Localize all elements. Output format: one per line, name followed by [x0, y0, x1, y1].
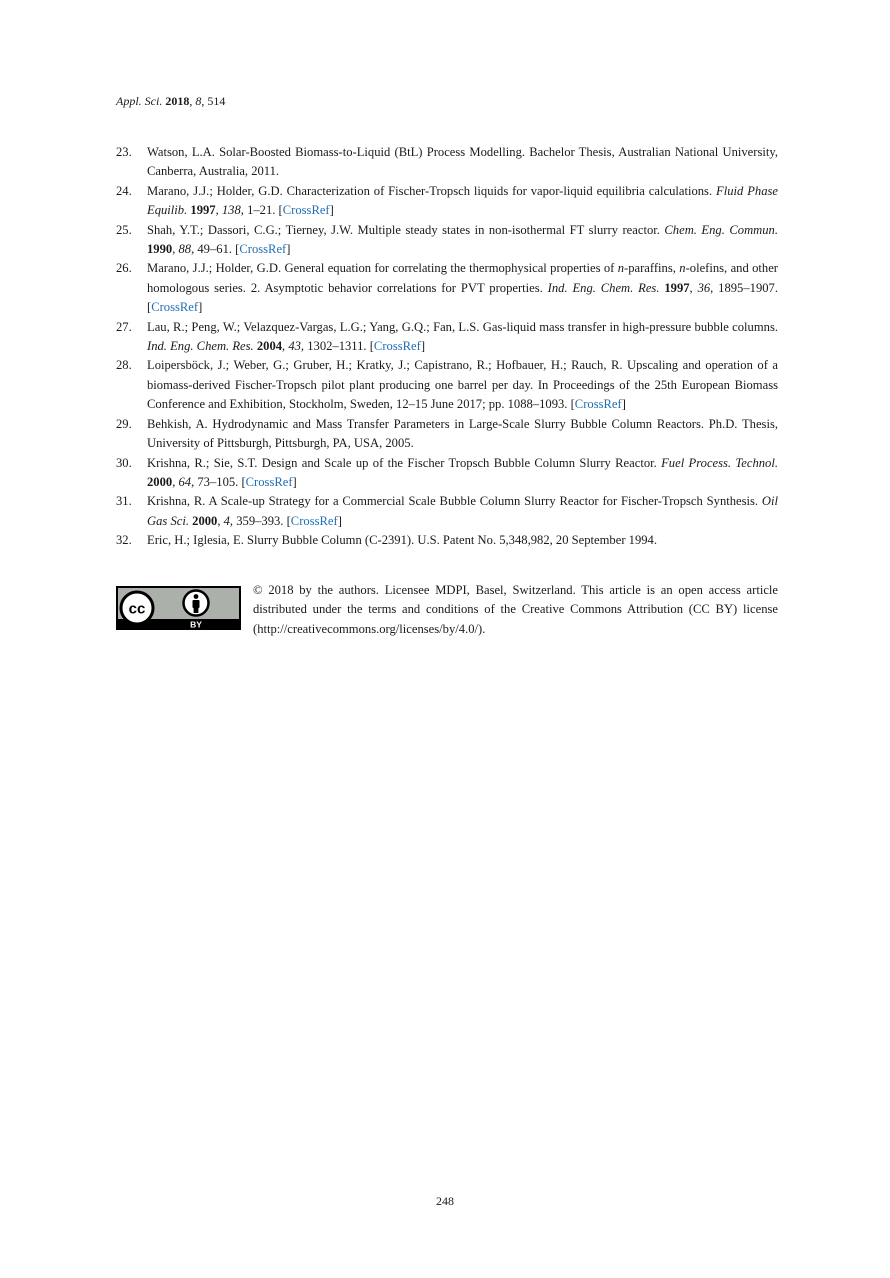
reference-segment: , 73–105. [ — [191, 474, 246, 489]
reference-text — [147, 320, 778, 353]
reference-item — [116, 454, 778, 493]
reference-segment: , — [689, 280, 698, 295]
reference-segment: , — [215, 203, 222, 218]
reference-segment: ] — [337, 513, 342, 528]
reference-italic: Ind. Eng. Chem. Res. — [547, 280, 660, 295]
crossref-link[interactable]: CrossRef — [151, 300, 199, 315]
reference-text — [147, 456, 778, 489]
reference-number: 31. — [116, 494, 132, 509]
crossref-link[interactable]: CrossRef — [373, 339, 421, 354]
badge-cc-label: cc — [128, 600, 146, 618]
reference-item — [116, 143, 778, 182]
reference-italic: Chem. Eng. Commun. — [664, 222, 779, 237]
reference-segment: ] — [286, 242, 291, 257]
reference-segment: Shah, Y.T.; Dassori, C.G.; Tierney, J.W. Multiple steady states in non-isothermal FT slurry reactor. — [147, 222, 665, 237]
reference-text — [147, 494, 778, 527]
crossref-link[interactable]: CrossRef — [574, 397, 622, 412]
reference-text — [147, 358, 778, 411]
journal-year: 2018 — [165, 94, 190, 108]
reference-text — [147, 261, 778, 314]
reference-segment: ] — [292, 474, 297, 489]
reference-segment: , 1–21. [ — [240, 203, 283, 218]
reference-segment: ] — [329, 203, 334, 218]
reference-segment: Lau, R.; Peng, W.; Velazquez-Vargas, L.G.; Yang, G.Q.; Fan, L.S. Gas-liquid mass transfer in high-pressure bubble columns. — [147, 319, 778, 334]
reference-italic: Fluid Phase Equilib. — [147, 183, 778, 218]
reference-segment: , 49–61. [ — [191, 242, 240, 257]
reference-italic: Oil Gas Sci. — [147, 494, 778, 528]
reference-year: 2000 — [192, 513, 218, 528]
reference-segment: Behkish, A. Hydrodynamic and Mass Transfer Parameters in Large-Scale Slurry Bubble Column Reactors. Ph.D. Thesis, University of Pittsburgh, Pittsburgh, PA, USA, 2005. — [147, 416, 778, 451]
reference-year: 1997 — [664, 280, 690, 295]
reference-italic: 4 — [223, 513, 230, 528]
reference-segment: , 1895–1907. [ — [147, 280, 778, 315]
reference-number: 28. — [116, 358, 132, 373]
reference-text — [147, 184, 778, 217]
reference-segment: Krishna, R. A Scale-up Strategy for a Commercial Scale Bubble Column Slurry Reactor for Fischer-Tropsch Synthesis. — [147, 494, 762, 509]
reference-number: 29. — [116, 416, 132, 431]
reference-segment: Watson, L.A. Solar-Boosted Biomass-to-Liquid (BtL) Process Modelling. Bachelor Thesis, Australian National University, Canberra, Australia, 2011. — [147, 145, 778, 179]
crossref-link[interactable]: CrossRef — [290, 513, 338, 528]
reference-segment: ] — [420, 339, 426, 354]
reference-italic: 64 — [178, 474, 192, 489]
reference-segment: , — [172, 242, 179, 257]
reference-year: 2004 — [256, 339, 283, 354]
reference-segment: , — [217, 513, 224, 528]
reference-number: 26. — [116, 261, 132, 276]
reference-italic: Ind. Eng. Chem. Res. — [147, 339, 254, 354]
article-number: 514 — [207, 94, 226, 108]
reference-italic: Fuel Process. Technol. — [661, 455, 778, 470]
reference-number: 32. — [116, 533, 132, 548]
journal-volume: 8 — [195, 94, 202, 108]
reference-italic: n — [679, 261, 686, 276]
reference-segment: , — [172, 474, 179, 489]
reference-list — [116, 143, 778, 551]
cc-by-icon[interactable] — [116, 586, 241, 630]
reference-item — [116, 415, 778, 454]
reference-text — [147, 417, 778, 450]
reference-item — [116, 182, 778, 221]
reference-item — [116, 531, 778, 550]
reference-segment: Eric, H.; Iglesia, E. Slurry Bubble Column (C-2391). U.S. Patent No. 5,348,982, 20 September 1994. — [147, 533, 657, 548]
reference-text — [147, 223, 778, 256]
reference-segment: Krishna, R.; Sie, S.T. Design and Scale up of the Fischer Tropsch Bubble Column Slurry Reactor. — [147, 455, 662, 470]
reference-number: 25. — [116, 222, 132, 237]
reference-year: 2000 — [147, 474, 173, 489]
reference-segment: , — [282, 339, 289, 354]
reference-item — [116, 356, 778, 414]
reference-item — [116, 318, 778, 357]
reference-italic: n — [617, 261, 625, 276]
reference-number: 24. — [116, 183, 132, 198]
reference-segment: Loipersböck, J.; Weber, G.; Gruber, H.; Kratky, J.; Capistrano, R.; Hofbauer, H.; Rauch, R. Upscaling and operation of a biomass-derived Fischer-Tropsch pilot plant producing one barrel per day. In Proceedings of the 25th European Biomass Conference and Exhibition, Stockholm, Sweden, 12–15 June 2017; pp. 1088–1093. [ — [147, 358, 778, 412]
reference-year: 1997 — [190, 203, 216, 218]
crossref-link[interactable]: CrossRef — [282, 203, 330, 218]
reference-number: 23. — [116, 145, 132, 159]
reference-italic: 138 — [221, 203, 241, 218]
reference-item — [116, 259, 778, 317]
badge-by-label: BY — [190, 619, 202, 630]
reference-segment: Marano, J.J.; Holder, G.D. Characterization of Fischer-Tropsch liquids for vapor-liquid equilibria calculations. — [147, 183, 717, 198]
reference-segment: -olefins, and other homologous series. 2. Asymptotic behavior correlations for PVT properties. — [147, 261, 778, 295]
journal-name: Appl. Sci. — [116, 94, 163, 108]
reference-segment: -paraffins, — [624, 261, 680, 276]
license-text: © 2018 by the authors. Licensee MDPI, Basel, Switzerland. This article is an open access article distributed under the terms and conditions of the Creative Commons Attribution (CC BY) license (http://creativecommons.org/licenses/by/4.0/). — [253, 583, 778, 636]
reference-number: 30. — [116, 455, 132, 470]
reference-item — [116, 221, 778, 260]
reference-year: 1990 — [147, 242, 173, 257]
reference-segment: ] — [621, 397, 626, 412]
reference-italic: 36 — [697, 280, 711, 295]
reference-text — [147, 145, 778, 178]
reference-italic: 43 — [288, 339, 301, 354]
page-number: 248 — [436, 1194, 454, 1208]
crossref-link[interactable]: CrossRef — [245, 474, 293, 489]
reference-segment: Marano, J.J.; Holder, G.D. General equation for correlating the thermophysical properties of — [147, 261, 618, 276]
reference-item — [116, 492, 778, 531]
reference-segment: ] — [198, 300, 203, 315]
crossref-link[interactable]: CrossRef — [239, 242, 287, 257]
reference-italic: 88 — [178, 242, 192, 257]
reference-segment: , 359–393. [ — [229, 513, 291, 528]
reference-segment: , 1302–1311. [ — [300, 339, 374, 354]
running-header: Appl. Sci. 2018, 8, 514 — [116, 94, 226, 108]
reference-text — [147, 533, 657, 547]
reference-number: 27. — [116, 319, 132, 334]
